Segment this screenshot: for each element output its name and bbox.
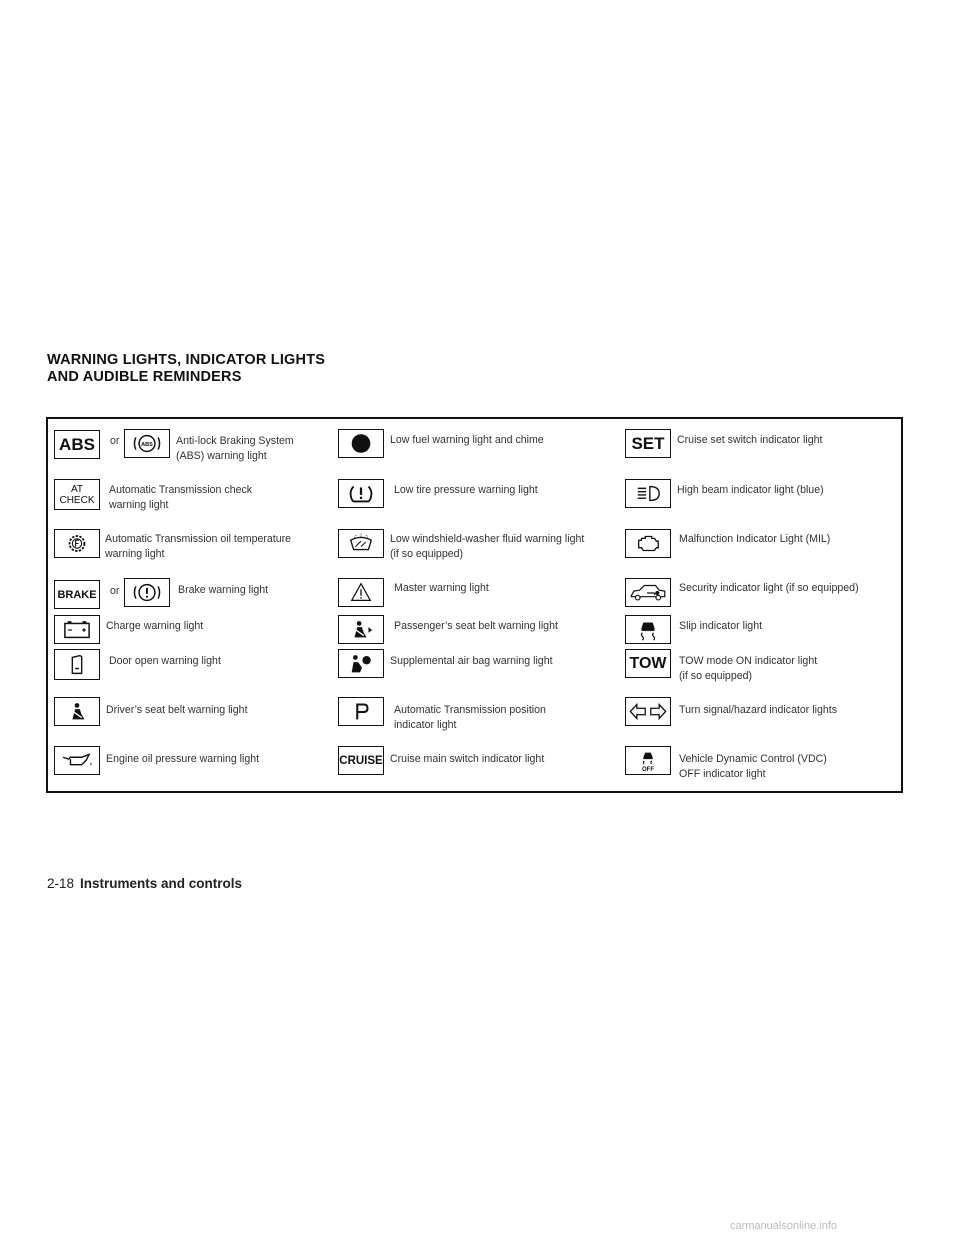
label-line: Master warning light xyxy=(394,582,489,594)
label-line: Driver’s seat belt warning light xyxy=(106,704,248,716)
brake-text-icon: BRAKE xyxy=(54,580,100,609)
low-fuel-label xyxy=(390,433,544,448)
vdc-off-icon xyxy=(625,746,671,775)
at-oil-temp-icon xyxy=(54,529,100,558)
battery-icon xyxy=(54,615,100,644)
passenger-seat-belt-label xyxy=(394,619,558,634)
label-line: Malfunction Indicator Light (MIL) xyxy=(679,533,831,545)
turn-signal-label xyxy=(679,703,837,718)
airbag-icon xyxy=(338,649,384,678)
charge-warning-label xyxy=(106,619,203,634)
airbag-label xyxy=(390,654,553,669)
label-line: OFF indicator light xyxy=(679,767,766,780)
page-number: 2-18 xyxy=(47,876,75,891)
at-oil-temp-label xyxy=(105,532,291,561)
label-line: High beam indicator light (blue) xyxy=(677,484,824,496)
at-position-label xyxy=(394,703,546,732)
label-line: Turn signal/hazard indicator lights xyxy=(679,704,838,716)
icon-text: CHECK xyxy=(59,494,95,506)
label-line: warning light xyxy=(105,547,165,560)
label-line: Low fuel warning light and chime xyxy=(390,434,544,446)
washer-fluid-label xyxy=(390,532,584,561)
master-warning-label xyxy=(394,581,489,596)
low-tire-pressure-label xyxy=(394,483,538,498)
door-open-icon xyxy=(54,649,100,680)
or-connector: or xyxy=(110,435,120,447)
door-open-label xyxy=(109,654,221,669)
set-icon: SET xyxy=(625,429,671,458)
at-check-label xyxy=(109,483,252,512)
security-car-icon xyxy=(625,578,671,607)
label-line: Slip indicator light xyxy=(679,620,763,632)
washer-fluid-icon xyxy=(338,529,384,558)
page-footer xyxy=(47,876,242,891)
mil-label xyxy=(679,532,830,547)
cruise-main-label xyxy=(390,752,544,767)
label-line: Vehicle Dynamic Control (VDC) xyxy=(679,753,827,765)
brake-warning-label xyxy=(178,583,268,598)
abs-circle-icon xyxy=(124,429,170,458)
high-beam-icon xyxy=(625,479,671,508)
icon-text: AT xyxy=(70,483,84,495)
label-line: Supplemental air bag warning light xyxy=(390,655,553,667)
driver-seat-belt-label xyxy=(106,703,248,718)
security-label xyxy=(679,581,859,596)
cruise-icon: CRUISE xyxy=(338,746,384,775)
label-line: Low tire pressure warning light xyxy=(394,484,538,496)
vdc-off-label xyxy=(679,752,827,781)
label-line: Anti-lock Braking System xyxy=(176,435,294,447)
label-line: Automatic Transmission oil temperature xyxy=(105,533,292,545)
brake-circle-icon xyxy=(124,578,170,607)
watermark: carmanualsonline.info xyxy=(730,1220,838,1232)
at-check-icon xyxy=(54,479,100,510)
label-line: Security indicator light (if so equipped) xyxy=(679,582,859,594)
oil-can-icon xyxy=(54,746,100,775)
engine-mil-icon xyxy=(625,529,671,558)
label-line: (ABS) warning light xyxy=(176,449,267,462)
or-connector: or xyxy=(110,585,120,597)
label-line: Cruise main switch indicator light xyxy=(390,753,545,765)
driver-seat-belt-icon xyxy=(54,697,100,726)
label-line: Automatic Transmission position xyxy=(394,704,546,716)
high-beam-label xyxy=(677,483,824,498)
abs-icon: ABS xyxy=(54,430,100,459)
warning-lights-table xyxy=(46,417,903,793)
slip-label xyxy=(679,619,762,634)
turn-signal-icon xyxy=(625,697,671,726)
slip-icon xyxy=(625,615,671,644)
label-line: Engine oil pressure warning light xyxy=(106,753,260,765)
master-warning-icon xyxy=(338,578,384,607)
label-line: Brake warning light xyxy=(178,584,269,596)
svg-text:ABS: ABS xyxy=(141,441,153,448)
label-line: indicator light xyxy=(394,718,457,731)
cruise-set-label xyxy=(677,433,822,448)
label-line: Low windshield-washer fluid warning light xyxy=(390,533,585,545)
label-line: Charge warning light xyxy=(106,620,204,632)
section-title: Instruments and controls xyxy=(80,876,243,891)
at-position-icon xyxy=(338,697,384,726)
label-line: (if so equipped) xyxy=(679,669,753,682)
label-line: TOW mode ON indicator light xyxy=(679,655,818,667)
label-line: warning light xyxy=(109,498,169,511)
heading-line-2: AND AUDIBLE REMINDERS xyxy=(47,369,242,385)
tow-mode-label xyxy=(679,654,817,683)
page-heading xyxy=(47,352,325,386)
label-line: Cruise set switch indicator light xyxy=(677,434,823,446)
heading-line-1: WARNING LIGHTS, INDICATOR LIGHTS xyxy=(47,352,326,368)
abs-warning-label xyxy=(176,434,294,463)
passenger-seat-belt-icon xyxy=(338,615,384,644)
label-line: Passenger’s seat belt warning light xyxy=(394,620,558,632)
label-line: (if so equipped) xyxy=(390,547,464,560)
label-line: Automatic Transmission check xyxy=(109,484,253,496)
low-tire-pressure-icon xyxy=(338,479,384,508)
tow-icon: TOW xyxy=(625,649,671,678)
oil-pressure-label xyxy=(106,752,259,767)
label-line: Door open warning light xyxy=(109,655,221,667)
low-fuel-icon xyxy=(338,429,384,458)
svg-text:OFF: OFF xyxy=(641,767,655,774)
